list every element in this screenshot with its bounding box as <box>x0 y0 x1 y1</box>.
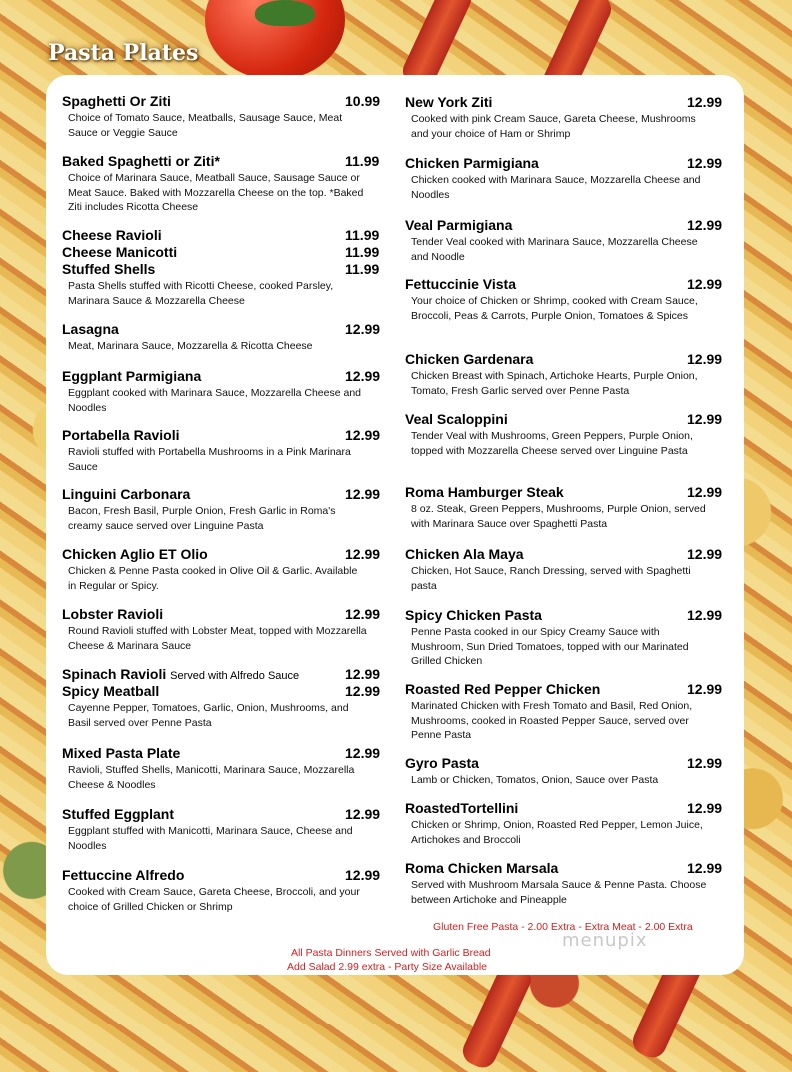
menu-item <box>405 484 723 531</box>
item-description: Bacon, Fresh Basil, Purple Onion, Fresh Garlic in Roma's creamy sauce served over Linguine Pasta <box>68 505 336 532</box>
item-description: Chicken or Shrimp, Onion, Roasted Red Pepper, Lemon Juice, Artichokes and Broccoli <box>411 819 703 846</box>
page-title: Pasta Plates <box>48 40 199 66</box>
item-description: Meat, Marinara Sauce, Mozzarella & Ricotta Cheese <box>68 340 313 352</box>
item-price: 12.99 <box>345 683 381 699</box>
item-name: Stuffed Shells <box>62 261 156 277</box>
item-name: Portabella Ravioli <box>62 427 180 443</box>
item-name: Baked Spaghetti or Ziti* <box>62 153 220 169</box>
menu-item <box>62 368 381 415</box>
item-description: Chicken & Penne Pasta cooked in Olive Oil & Garlic. Available in Regular or Spicy. <box>68 565 358 592</box>
item-description: Cooked with Cream Sauce, Gareta Cheese, Broccoli, and your choice of Grilled Chicken or Shrimp <box>68 886 360 913</box>
item-description: Cayenne Pepper, Tomatoes, Garlic, Onion, Mushrooms, and Basil served over Penne Pasta <box>68 702 349 729</box>
item-price: 12.99 <box>345 606 381 622</box>
menu-item <box>405 94 723 141</box>
menu-item <box>405 546 723 593</box>
menu-item <box>405 755 723 788</box>
item-price: 12.99 <box>687 217 723 233</box>
item-name: Chicken Parmigiana <box>405 155 539 171</box>
menu-item <box>405 681 723 743</box>
item-price: 12.99 <box>345 666 381 682</box>
item-name: Chicken Ala Maya <box>405 546 524 562</box>
item-name: Spaghetti Or Ziti <box>62 93 171 109</box>
item-name: New York Ziti <box>405 94 493 110</box>
item-description: Choice of Marinara Sauce, Meatball Sauce, Sausage Sauce or Meat Sauce. Baked with Mozzarella Cheese on the top. *Baked Ziti includes Ricotta Cheese <box>68 172 364 213</box>
item-description: Tender Veal cooked with Marinara Sauce, Mozzarella Cheese and Noodle <box>411 236 698 263</box>
item-description: Chicken cooked with Marinara Sauce, Mozzarella Cheese and Noodles <box>411 174 701 201</box>
menu-item <box>62 606 381 653</box>
menu-item <box>405 607 723 669</box>
menu-item <box>405 860 723 907</box>
menu-item <box>62 321 381 354</box>
item-name: Roma Chicken Marsala <box>405 860 559 876</box>
item-description: Your choice of Chicken or Shrimp, cooked with Cream Sauce, Broccoli, Peas & Carrots, Purple Onion, Tomatoes & Spices <box>411 295 698 322</box>
item-description: Marinated Chicken with Fresh Tomato and Basil, Red Onion, Mushrooms, cooked in Roasted Pepper Sauce, served over Penne Pasta <box>411 700 693 741</box>
item-description: Lamb or Chicken, Tomatos, Onion, Sauce over Pasta <box>411 774 659 786</box>
item-price: 12.99 <box>345 427 381 443</box>
menu-item <box>62 93 381 140</box>
item-name: Spicy Meatball <box>62 683 160 699</box>
item-description: Penne Pasta cooked in our Spicy Creamy Sauce with Mushroom, Sun Dried Tomatoes, topped with our Marinated Grilled Chicken <box>411 626 689 667</box>
item-price: 12.99 <box>345 368 381 384</box>
item-price: 10.99 <box>345 93 381 109</box>
garlic-bread-note: All Pasta Dinners Served with Garlic Bread <box>291 947 491 959</box>
item-price: 12.99 <box>687 546 723 562</box>
watermark: menupix <box>562 930 648 951</box>
menu-item <box>405 411 723 458</box>
item-price: 12.99 <box>687 411 723 427</box>
item-price: 12.99 <box>345 321 381 337</box>
menu-item <box>405 800 723 847</box>
background-basil-leaf <box>255 0 315 26</box>
item-name: Eggplant Parmigiana <box>62 368 202 384</box>
item-price: 12.99 <box>687 800 723 816</box>
menu-item <box>62 153 380 215</box>
item-price: 12.99 <box>687 155 723 171</box>
item-description: Eggplant cooked with Marinara Sauce, Mozzarella Cheese and Noodles <box>68 387 362 414</box>
item-description: Eggplant stuffed with Manicotti, Marinara Sauce, Cheese and Noodles <box>68 825 353 852</box>
menu-item <box>405 351 723 398</box>
item-description: Choice of Tomato Sauce, Meatballs, Sausage Sauce, Meat Sauce or Veggie Sauce <box>68 112 343 139</box>
item-description: Chicken, Hot Sauce, Ranch Dressing, served with Spaghetti pasta <box>411 565 691 592</box>
item-name: Roma Hamburger Steak <box>405 484 564 500</box>
menu-item <box>62 486 381 533</box>
menu-item <box>405 155 723 202</box>
item-description: Chicken Breast with Spinach, Artichoke Hearts, Purple Onion, Tomato, Fresh Garlic served over Penne Pasta <box>411 370 698 397</box>
menu-item <box>62 427 381 474</box>
item-name: Linguini Carbonara <box>62 486 191 502</box>
item-price: 12.99 <box>687 860 723 876</box>
gluten-free-note: Gluten Free Pasta - 2.00 Extra - Extra Meat - 2.00 Extra <box>433 921 693 933</box>
item-description: Pasta Shells stuffed with Ricotti Cheese, cooked Parsley, Marinara Sauce & Mozzarella Cheese <box>68 280 334 307</box>
menu-item <box>62 745 381 792</box>
item-price: 11.99 <box>345 153 380 169</box>
background-penne <box>458 958 535 1072</box>
item-description: 8 oz. Steak, Green Peppers, Mushrooms, Purple Onion, served with Marinara Sauce over Spaghetti Pasta <box>411 503 706 530</box>
item-price: 12.99 <box>345 867 381 883</box>
item-name <box>62 666 299 682</box>
item-name-text: Spinach Ravioli <box>62 666 167 682</box>
item-name: Lasagna <box>62 321 119 337</box>
item-price: 11.99 <box>345 261 380 277</box>
item-name: Cheese Ravioli <box>62 227 162 243</box>
item-price: 12.99 <box>687 607 723 623</box>
item-price: 12.99 <box>345 546 381 562</box>
menu-item <box>405 276 723 323</box>
item-name: Cheese Manicotti <box>62 244 178 260</box>
item-price: 12.99 <box>687 351 723 367</box>
item-description: Cooked with pink Cream Sauce, Gareta Cheese, Mushrooms and your choice of Ham or Shrimp <box>411 113 696 140</box>
item-name: Veal Parmigiana <box>405 217 513 233</box>
menu-item <box>62 546 381 593</box>
item-name: Chicken Aglio ET Olio <box>62 546 208 562</box>
item-price: 12.99 <box>345 486 381 502</box>
item-price: 11.99 <box>345 227 380 243</box>
item-description: Tender Veal with Mushrooms, Green Peppers, Purple Onion, topped with Mozzarella Cheese served over Linguine Pasta <box>411 430 693 457</box>
item-description: Ravioli, Stuffed Shells, Manicotti, Marinara Sauce, Mozzarella Cheese & Noodles <box>68 764 355 791</box>
item-price: 12.99 <box>687 484 723 500</box>
item-name: RoastedTortellini <box>405 800 519 816</box>
salad-note: Add Salad 2.99 extra - Party Size Available <box>287 961 488 973</box>
item-name: Lobster Ravioli <box>62 606 164 622</box>
menu-card <box>46 75 744 975</box>
item-description: Round Ravioli stuffed with Lobster Meat, topped with Mozzarella Cheese & Marinara Sauce <box>68 625 367 652</box>
item-name: Roasted Red Pepper Chicken <box>405 681 601 697</box>
item-price: 12.99 <box>687 94 723 110</box>
menu-item <box>62 683 381 730</box>
item-price: 12.99 <box>687 276 723 292</box>
item-name: Fettuccine Alfredo <box>62 867 185 883</box>
menu-item <box>62 806 381 853</box>
item-name: Veal Scaloppini <box>405 411 508 427</box>
item-price: 12.99 <box>687 755 723 771</box>
item-name: Gyro Pasta <box>405 755 479 771</box>
item-name: Spicy Chicken Pasta <box>405 607 542 623</box>
menu-item <box>62 261 380 308</box>
item-name: Stuffed Eggplant <box>62 806 174 822</box>
menu-item <box>405 217 723 264</box>
item-description: Ravioli stuffed with Portabella Mushrooms in a Pink Marinara Sauce <box>68 446 351 473</box>
item-name: Mixed Pasta Plate <box>62 745 181 761</box>
item-price: 12.99 <box>687 681 723 697</box>
menu-item <box>62 867 381 914</box>
item-price: 12.99 <box>345 745 381 761</box>
item-name: Fettuccinie Vista <box>405 276 517 292</box>
item-price: 11.99 <box>345 244 380 260</box>
item-note: Served with Alfredo Sauce <box>170 670 300 682</box>
item-description: Served with Mushroom Marsala Sauce & Penne Pasta. Choose between Artichoke and Pineapple <box>411 879 707 906</box>
item-price: 12.99 <box>345 806 381 822</box>
item-name: Chicken Gardenara <box>405 351 534 367</box>
